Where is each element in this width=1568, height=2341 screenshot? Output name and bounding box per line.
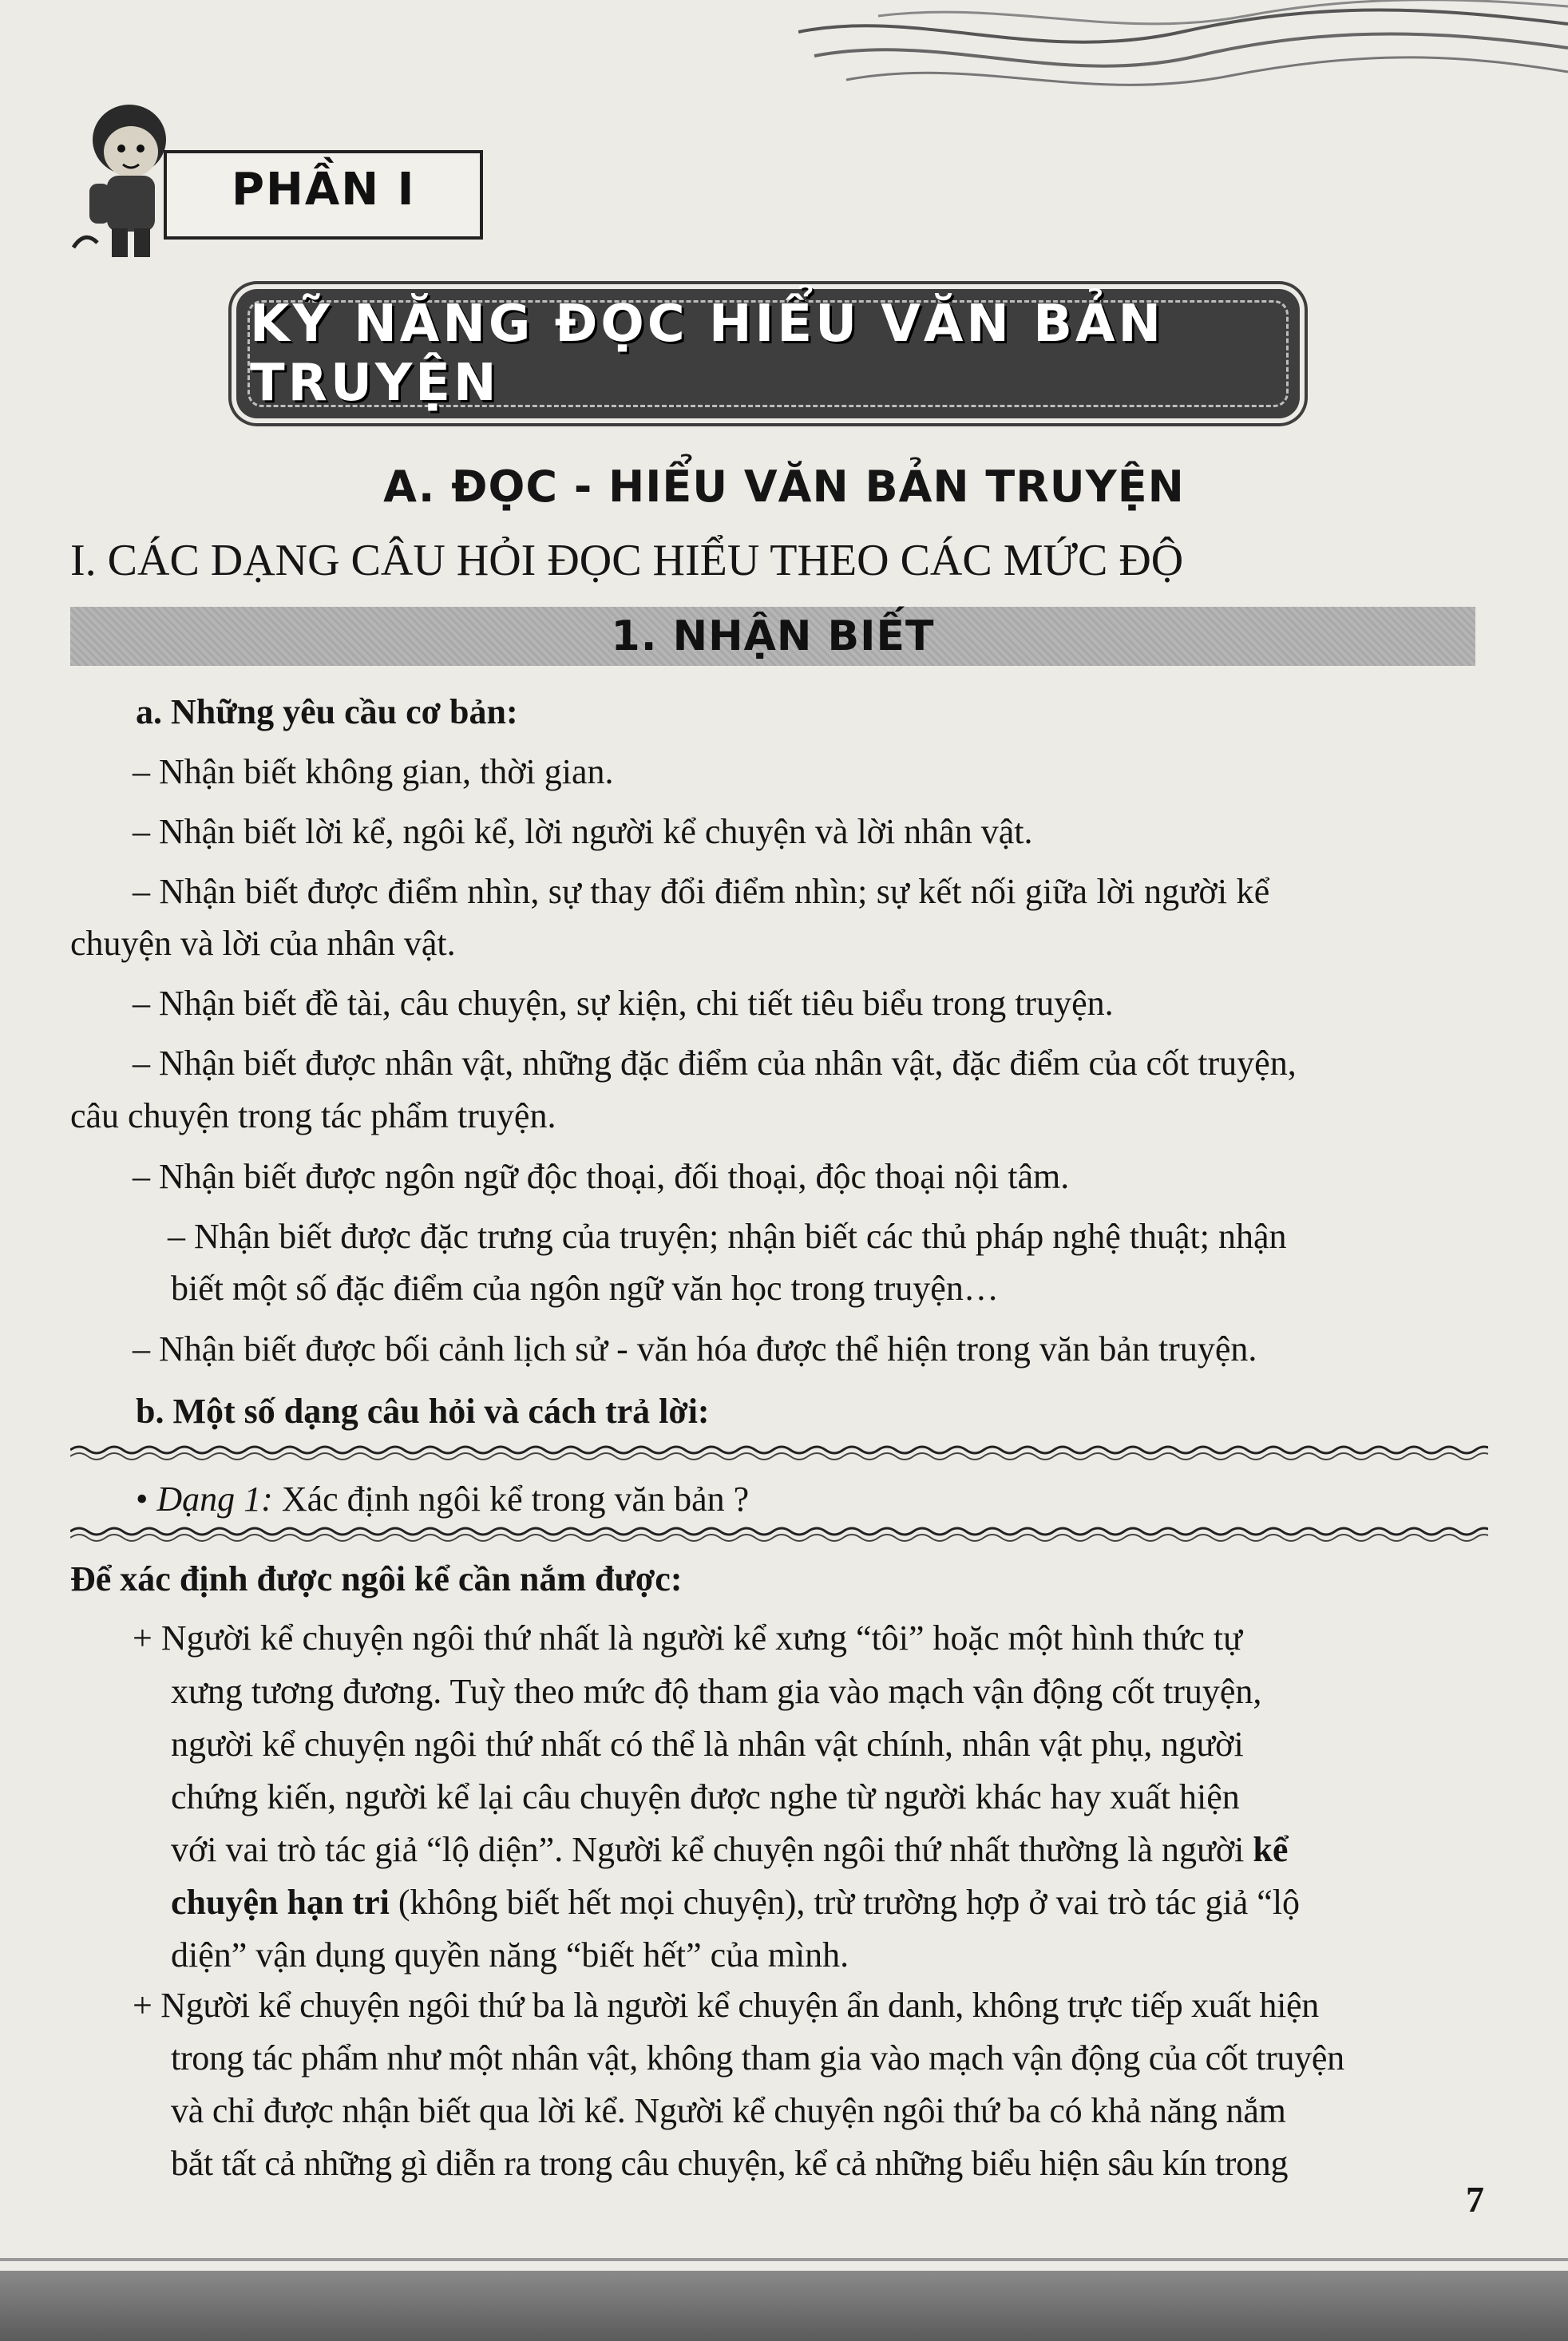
requirement-line: – Nhận biết được nhân vật, những đặc điểm của nhân vật, đặc điểm của cốt truyện, (133, 1044, 1297, 1083)
heading-a: a. Những yêu cầu cơ bản: (136, 692, 518, 731)
requirement-line: biết một số đặc điểm của ngôn ngữ văn học trong truyện… (171, 1269, 999, 1308)
requirement-line: – Nhận biết không gian, thời gian. (133, 752, 614, 791)
level-band (70, 607, 1475, 666)
para1-text: (không biết hết mọi chuyện), trừ trường hợp ở vai trò tác giả “lộ (398, 1883, 1301, 1922)
requirement-line: – Nhận biết đề tài, câu chuyện, sự kiện, chi tiết tiêu biểu trong truyện. (133, 984, 1114, 1023)
dang1-label: Dạng 1: (156, 1479, 273, 1519)
title-banner (236, 289, 1300, 418)
wavy-divider-top (70, 1444, 1488, 1463)
requirement-line: – Nhận biết lời kể, ngôi kể, lời người kể chuyện và lời nhân vật. (133, 812, 1033, 851)
decorative-swirl (798, 0, 1568, 112)
requirement-line: – Nhận biết được ngôn ngữ độc thoại, đối thoại, độc thoại nội tâm. (133, 1157, 1070, 1196)
para2-line: trong tác phẩm như một nhân vật, không tham gia vào mạch vận động của cốt truyện (171, 2038, 1344, 2078)
requirement-line: – Nhận biết được điểm nhìn, sự thay đổi điểm nhìn; sự kết nối giữa lời người kể (133, 872, 1270, 911)
requirement-line: câu chuyện trong tác phẩm truyện. (70, 1096, 556, 1135)
section-a-heading: A. ĐỌC - HIỂU VĂN BẢN TRUYỆN (383, 461, 1185, 512)
requirement-line: – Nhận biết được đặc trưng của truyện; nhận biết các thủ pháp nghệ thuật; nhận (168, 1217, 1287, 1256)
bottom-decor-band (0, 2271, 1568, 2341)
para1-line (171, 1885, 1300, 1920)
dang1-line (136, 1479, 750, 1519)
title-banner-inner (247, 295, 1289, 413)
para1-line (171, 1832, 1288, 1868)
para2-line: + Người kể chuyện ngôi thứ ba là người kể chuyện ẩn danh, không trực tiếp xuất hiện (133, 1986, 1319, 2025)
requirement-line: – Nhận biết được bối cảnh lịch sử - văn hóa được thể hiện trong văn bản truyện. (133, 1329, 1257, 1369)
dang1-text: Xác định ngôi kể trong văn bản ? (281, 1479, 750, 1519)
guide-heading: Để xác định được ngôi kể cần nắm được: (70, 1559, 683, 1598)
para1-line: người kể chuyện ngôi thứ nhất có thể là nhân vật chính, nhân vật phụ, người (171, 1725, 1244, 1764)
dang1-bullet: • (136, 1479, 148, 1519)
para2-line: bắt tất cả những gì diễn ra trong câu chuyện, kể cả những biểu hiện sâu kín trong (171, 2144, 1289, 2183)
part-label: PHẦN I (232, 164, 416, 216)
para1-line: chứng kiến, người kể lại câu chuyện được nghe từ người khác hay xuất hiện (171, 1777, 1240, 1816)
para1-line: + Người kể chuyện ngôi thứ nhất là người kể xưng “tôi” hoặc một hình thức tự (133, 1618, 1242, 1658)
wavy-divider-bottom (70, 1525, 1488, 1544)
level-band-title: 1. NHẬN BIẾT (611, 612, 935, 660)
page-number: 7 (1466, 2179, 1484, 2220)
requirement-line: chuyện và lời của nhân vật. (70, 924, 456, 963)
banner-title: KỸ NĂNG ĐỌC HIỂU VĂN BẢN TRUYỆN (250, 295, 1165, 413)
para1-text: với vai trò tác giả “lộ diện”. Người kể chuyện ngôi thứ nhất thường là người (171, 1830, 1245, 1869)
bottom-divider (0, 2258, 1568, 2261)
para2-line: và chỉ được nhận biết qua lời kể. Người kể chuyện ngôi thứ ba có khả năng nắm (171, 2091, 1286, 2130)
heading-b: b. Một số dạng câu hỏi và cách trả lời: (136, 1392, 710, 1431)
para1-emphasis: chuyện hạn tri (171, 1883, 390, 1922)
section-i-heading: I. CÁC DẠNG CÂU HỎI ĐỌC HIỂU THEO CÁC MỨC ĐỘ (70, 536, 1184, 585)
para1-emphasis: kể (1253, 1830, 1289, 1869)
para1-line: diện” vận dụng quyền năng “biết hết” của mình. (171, 1935, 849, 1975)
para1-line: xưng tương đương. Tuỳ theo mức độ tham gia vào mạch vận động cốt truyện, (171, 1672, 1262, 1711)
